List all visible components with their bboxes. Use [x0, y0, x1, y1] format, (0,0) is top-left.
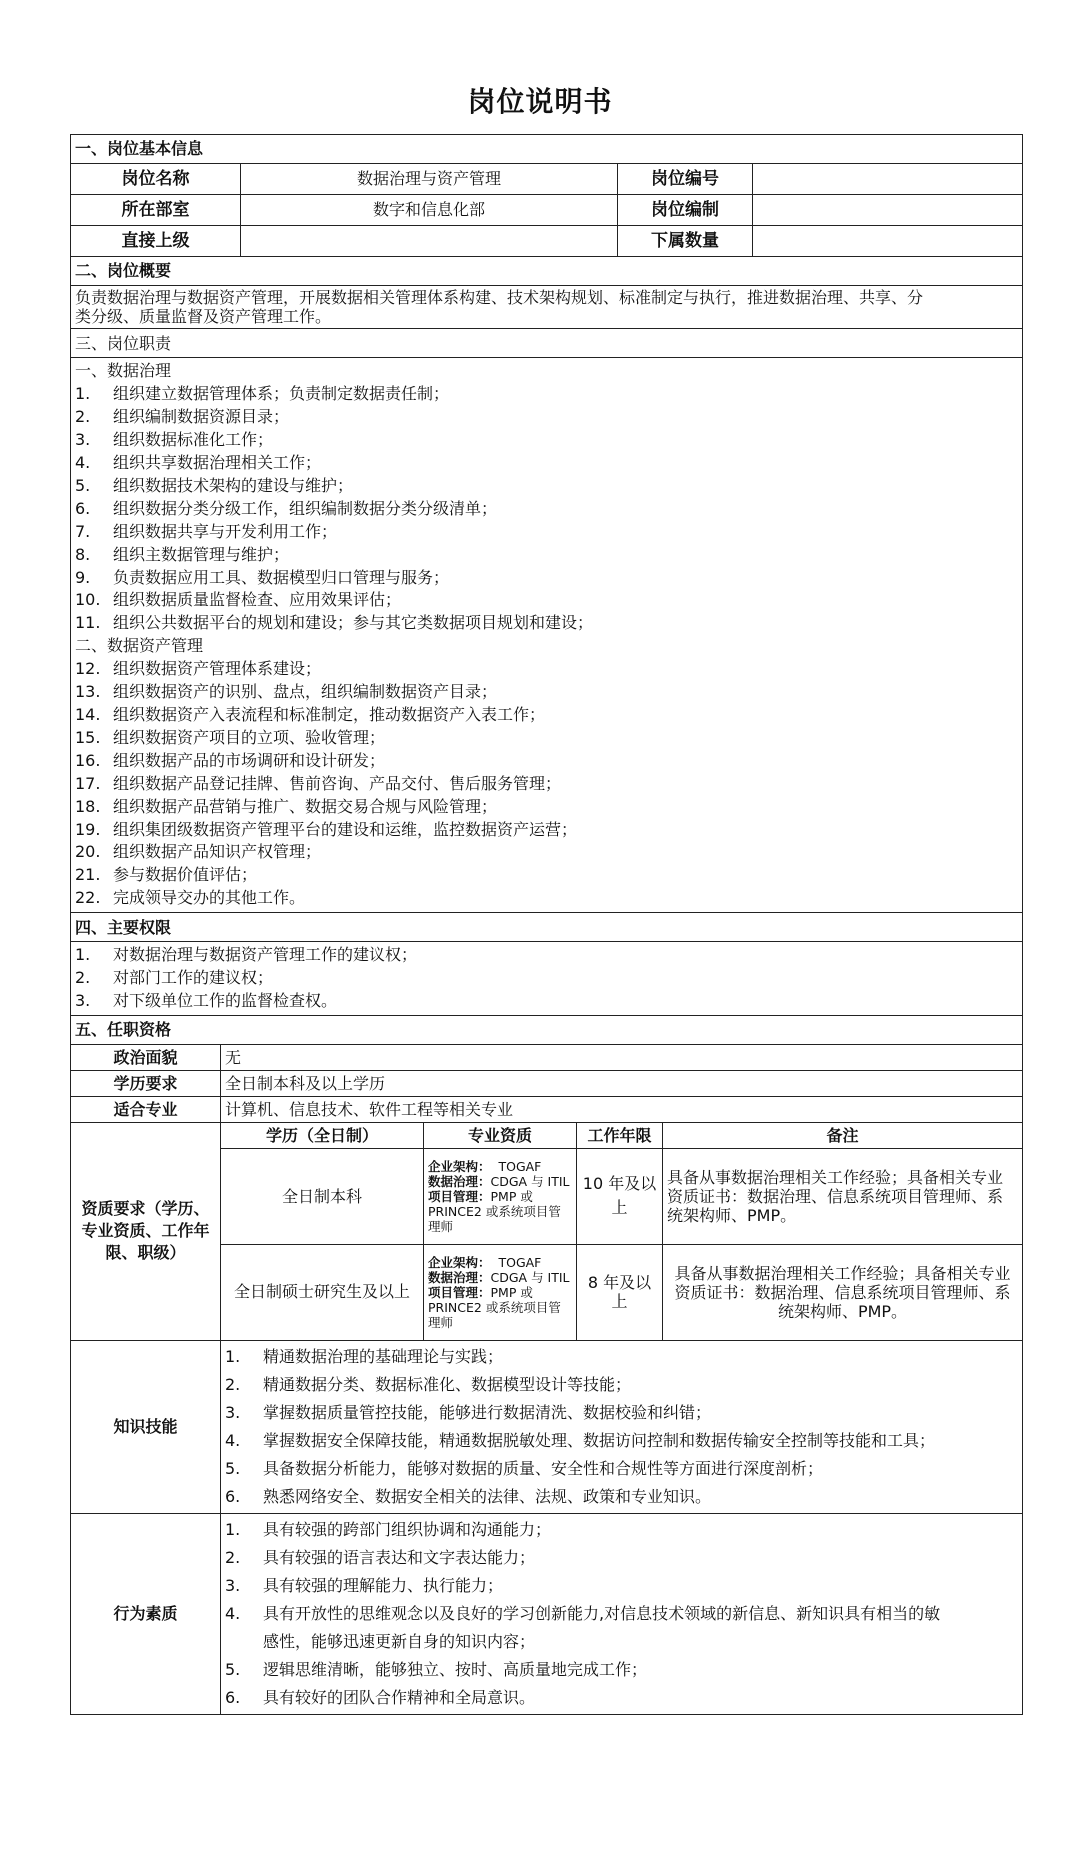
list-item-text: 组织数据共享与开发利用工作；: [113, 521, 338, 541]
position-name-label: 岗位名称: [71, 164, 241, 195]
list-item-text: 具有较强的语言表达和文字表达能力；: [263, 1547, 536, 1567]
qual-row-years: 8 年及以上: [577, 1244, 663, 1340]
knowledge-label: 知识技能: [71, 1340, 221, 1513]
list-item-text: 具有较强的跨部门组织协调和沟通能力；: [263, 1519, 552, 1539]
list-item-text: 组织数据质量监督检查、应用效果评估；: [113, 590, 402, 610]
qual-header-cert: 专业资质: [424, 1122, 577, 1148]
department-value: 数字和信息化部: [241, 195, 618, 226]
overview-line: 负责数据治理与数据资产管理，开展数据相关管理体系构建、技术架构规划、标准制定与执行，推进数据治理、共享、分: [75, 288, 924, 307]
list-item-number: 6.: [75, 498, 91, 518]
list-item-number: 11.: [75, 613, 101, 633]
list-item-number: 10.: [75, 590, 101, 610]
list-item-text: 具有较强的理解能力、执行能力；: [263, 1575, 504, 1595]
authority-item: [75, 990, 1018, 1013]
qual-row-cert: 企业架构： TOGAF 数据治理：CDGA 与 ITIL 项目管理：PMP 或 PRINCE2 或系统项目管理师: [424, 1148, 577, 1244]
direct-superior-value: [241, 226, 618, 257]
knowledge-item: [225, 1399, 1018, 1427]
list-item-text: 组织主数据管理与维护；: [113, 544, 290, 564]
qual-row-edu: 全日制本科: [221, 1148, 424, 1244]
duty-item: [75, 796, 1018, 819]
political-status-label: 政治面貌: [71, 1044, 221, 1070]
list-item-number: 6.: [225, 1486, 241, 1506]
knowledge-item: [225, 1455, 1018, 1483]
list-item-number: 5.: [225, 1659, 241, 1679]
behavior-item: [225, 1600, 1018, 1628]
list-item-number: 7.: [75, 521, 91, 541]
list-item-text: 具有较好的团队合作精神和全局意识。: [263, 1687, 536, 1707]
section-duties-header: 三、岗位职责: [71, 329, 1023, 358]
qual-header-note: 备注: [663, 1122, 1023, 1148]
list-item-number: 2.: [75, 968, 91, 988]
list-item-text: 组织数据资产管理体系建设；: [113, 659, 322, 679]
duty-item: [75, 429, 1018, 452]
list-item-number: 21.: [75, 865, 101, 885]
list-item-text: 组织数据标准化工作；: [113, 430, 274, 450]
list-item-number: 8.: [75, 544, 91, 564]
qual-header-years: 工作年限: [577, 1122, 663, 1148]
overview-text: [71, 286, 1023, 329]
political-status-value: 无: [221, 1044, 1023, 1070]
list-item-text: 组织数据资产入表流程和标准制定，推动数据资产入表工作；: [113, 704, 546, 724]
section-overview-header: 二、岗位概要: [71, 257, 1023, 286]
qual-row-note: 具备从事数据治理相关工作经验；具备相关专业资质证书：数据治理、信息系统项目管理师、系统架构师、PMP。: [663, 1148, 1023, 1244]
list-item-text: 组织数据资产的识别、盘点，组织编制数据资产目录；: [113, 682, 498, 702]
duty-item: [75, 819, 1018, 842]
list-item-number: 19.: [75, 819, 101, 839]
section-authority-header: 四、主要权限: [71, 913, 1023, 942]
list-item-text: 组织建立数据管理体系；负责制定数据责任制；: [113, 384, 450, 404]
list-item-number: 1.: [75, 945, 91, 965]
list-item-text: 组织数据资产项目的立项、验收管理；: [113, 727, 386, 747]
list-item-number: 4.: [75, 453, 91, 472]
behavior-item: [225, 1544, 1018, 1572]
list-item-text: 组织数据技术架构的建设与维护；: [113, 475, 354, 495]
position-name-value: 数据治理与资产管理: [241, 164, 618, 195]
qual-row-edu: 全日制硕士研究生及以上: [221, 1244, 424, 1340]
list-item-number: 15.: [75, 727, 101, 747]
list-item-number: 20.: [75, 842, 101, 862]
qual-row-note: 具备从事数据治理相关工作经验；具备相关专业资质证书：数据治理、信息系统项目管理师、系统架构师、PMP。: [663, 1244, 1023, 1340]
list-item-text: 组织数据产品营销与推广、数据交易合规与风险管理；: [113, 796, 498, 816]
department-label: 所在部室: [71, 195, 241, 226]
knowledge-item: [225, 1371, 1018, 1399]
duty-item: [75, 864, 1018, 887]
qual-row-years: 10 年及以上: [577, 1148, 663, 1244]
list-item-number: 4.: [225, 1430, 241, 1450]
knowledge-item: [225, 1427, 1018, 1455]
behavior-item: [225, 1572, 1018, 1600]
duty-item: [75, 383, 1018, 406]
list-item-text: 组织集团级数据资产管理平台的建设和运维，监控数据资产运营；: [113, 819, 578, 839]
list-item-number: 2.: [225, 1374, 241, 1394]
major-value: 计算机、信息技术、软件工程等相关专业: [221, 1096, 1023, 1122]
list-item-number: 16.: [75, 750, 101, 770]
list-item-text: 精通数据分类、数据标准化、数据模型设计等技能；: [263, 1374, 632, 1394]
list-item-text: 组织数据分类分级工作，组织编制数据分类分级清单；: [113, 498, 498, 518]
duties-subheading: 一、数据治理: [75, 361, 172, 381]
list-item-text: 组织编制数据资源目录；: [113, 407, 290, 427]
list-item-number: 9.: [75, 567, 91, 587]
list-item-text: 掌握数据质量管控技能，能够进行数据清洗、数据校验和纠错；: [263, 1402, 712, 1422]
list-item-number: 14.: [75, 704, 101, 724]
list-item-number: 18.: [75, 796, 101, 816]
section-qualifications-header: 五、任职资格: [71, 1015, 1023, 1044]
list-item-text: 逻辑思维清晰，能够独立、按时、高质量地完成工作；: [263, 1659, 648, 1679]
list-item-number: 3.: [75, 990, 91, 1010]
duty-item: [75, 589, 1018, 612]
list-item-text: 组织共享数据治理相关工作；: [113, 453, 322, 472]
position-code-value: [753, 164, 1023, 195]
position-quota-label: 岗位编制: [618, 195, 753, 226]
authority-item: [75, 944, 1018, 967]
behavior-item: [225, 1628, 1018, 1656]
authority-item: [75, 967, 1018, 990]
duties-list: [71, 358, 1023, 913]
qual-header-edu: 学历（全日制）: [221, 1122, 424, 1148]
list-item-number: 1.: [225, 1346, 241, 1366]
list-item-text: 组织公共数据平台的规划和建设；参与其它类数据项目规划和建设；: [113, 613, 594, 633]
duty-item: [75, 773, 1018, 796]
duty-item: [75, 498, 1018, 521]
list-item-text: 感性，能够迅速更新自身的知识内容；: [263, 1631, 536, 1651]
subordinate-count-label: 下属数量: [618, 226, 753, 257]
list-item-text: 对部门工作的建议权；: [113, 968, 274, 988]
position-code-label: 岗位编号: [618, 164, 753, 195]
duty-item: [75, 567, 1018, 590]
duty-item: [75, 452, 1018, 475]
list-item-number: 6.: [225, 1687, 241, 1707]
duty-item: [75, 544, 1018, 567]
qual-row-cert: 企业架构： TOGAF 数据治理：CDGA 与 ITIL 项目管理：PMP 或 PRINCE2 或系统项目管理师: [424, 1244, 577, 1340]
list-item-text: 组织数据产品登记挂牌、售前咨询、产品交付、售后服务管理；: [113, 773, 562, 793]
duty-item: [75, 612, 1018, 635]
duty-item: [75, 521, 1018, 544]
list-item-text: 熟悉网络安全、数据安全相关的法律、法规、政策和专业知识。: [263, 1486, 712, 1506]
list-item-number: 17.: [75, 773, 101, 793]
list-item-number: 3.: [75, 430, 91, 450]
page-title: 岗位说明书: [467, 85, 613, 118]
list-item-number: 13.: [75, 682, 101, 702]
education-label: 学历要求: [71, 1070, 221, 1096]
subordinate-count-value: [753, 226, 1023, 257]
job-description-table: [70, 134, 1023, 1715]
qualification-label: 资质要求（学历、专业资质、工作年限、职级）: [71, 1122, 221, 1340]
education-value: 全日制本科及以上学历: [221, 1070, 1023, 1096]
duty-item: [75, 750, 1018, 773]
knowledge-item: [225, 1343, 1018, 1371]
list-item-number: 1.: [75, 384, 91, 404]
duty-item: [75, 727, 1018, 750]
behavior-item: [225, 1684, 1018, 1712]
duty-item: [75, 406, 1018, 429]
list-item-number: 2.: [75, 407, 91, 427]
duties-subheading: 二、数据资产管理: [75, 636, 204, 656]
list-item-text: 具备数据分析能力，能够对数据的质量、安全性和合规性等方面进行深度剖析；: [263, 1458, 824, 1478]
list-item-text: 精通数据治理的基础理论与实践；: [263, 1346, 504, 1366]
list-item-number: 22.: [75, 888, 101, 908]
direct-superior-label: 直接上级: [71, 226, 241, 257]
list-item-text: 掌握数据安全保障技能，精通数据脱敏处理、数据访问控制和数据传输安全控制等技能和工具；: [263, 1430, 936, 1450]
knowledge-list: [221, 1340, 1023, 1513]
behavior-item: [225, 1516, 1018, 1544]
duty-item: [75, 681, 1018, 704]
list-item-text: 对数据治理与数据资产管理工作的建议权；: [113, 945, 418, 965]
list-item-number: 4.: [225, 1603, 241, 1623]
list-item-number: 12.: [75, 659, 101, 679]
list-item-text: 参与数据价值评估；: [113, 865, 258, 885]
behavior-list: [221, 1513, 1023, 1714]
list-item-text: 具有开放性的思维观念以及良好的学习创新能力,对信息技术领域的新信息、新知识具有相当的敏: [263, 1603, 941, 1623]
section-basic-info-header: 一、岗位基本信息: [71, 135, 1023, 164]
duty-item: [75, 704, 1018, 727]
list-item-text: 完成领导交办的其他工作。: [113, 888, 306, 908]
behavior-item: [225, 1656, 1018, 1684]
overview-line: 类分级、质量监督及资产管理工作。: [75, 307, 332, 327]
position-quota-value: [753, 195, 1023, 226]
authority-list: [71, 942, 1023, 1016]
list-item-number: 5.: [75, 475, 91, 495]
duty-item: [75, 475, 1018, 498]
list-item-number: 3.: [225, 1575, 241, 1595]
list-item-number: 5.: [225, 1458, 241, 1478]
behavior-label: 行为素质: [71, 1513, 221, 1714]
major-label: 适合专业: [71, 1096, 221, 1122]
list-item-number: 2.: [225, 1547, 241, 1567]
list-item-text: 对下级单位工作的监督检查权。: [113, 990, 338, 1010]
duty-item: [75, 658, 1018, 681]
list-item-text: 组织数据产品知识产权管理；: [113, 842, 322, 862]
list-item-text: 组织数据产品的市场调研和设计研发；: [113, 750, 386, 770]
list-item-number: 1.: [225, 1519, 241, 1539]
duty-item: [75, 841, 1018, 864]
list-item-number: 3.: [225, 1402, 241, 1422]
list-item-text: 负责数据应用工具、数据模型归口管理与服务；: [113, 567, 450, 587]
knowledge-item: [225, 1483, 1018, 1511]
duty-item: [75, 887, 1018, 910]
